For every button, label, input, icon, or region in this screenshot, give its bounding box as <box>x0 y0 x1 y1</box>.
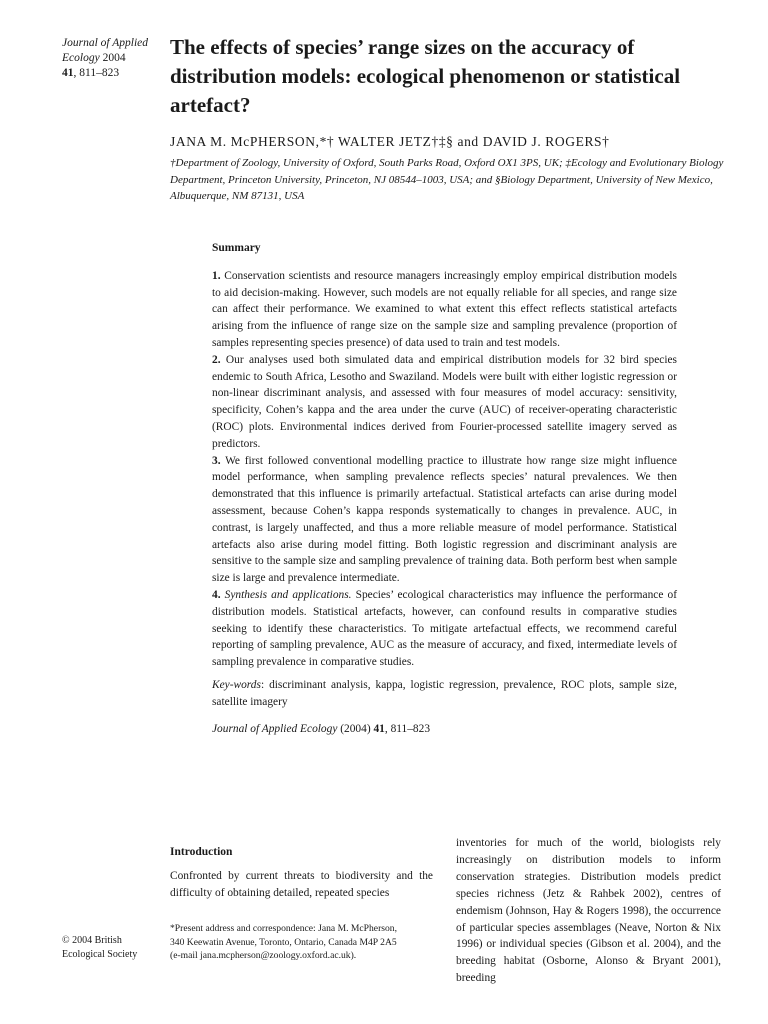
introduction-column-2: inventories for much of the world, biologists rely increasingly on distribution models to inform conservation strategies. Distribution models predict species richness (Jetz & Rahbek 2002), centres of endemism (Johnson, Hay & Rogers 1998), the occurrence of particular species assemblages (Neave, Norton & Nix 1996) or individual species (Gibson et al. 2004), and the breeding habitat (Osborne, Alonso & Bryant 2001), breeding <box>456 837 721 985</box>
footnote-line: (e-mail jana.mcpherson@zoology.oxford.ac.uk). <box>170 950 357 961</box>
summary-section <box>212 240 677 737</box>
citation-pages: , 811–823 <box>384 722 431 735</box>
journal-info <box>62 36 162 81</box>
synthesis-label: Synthesis and applications. <box>224 588 352 601</box>
summary-paragraph-2 <box>212 352 677 453</box>
paragraph-text: Our analyses used both simulated data and empirical distribution models for 32 bird species endemic to South Africa, Lesotho and Swaziland. Models were built with either logistic regression or non-linear discriminant analysis, and assessed with four measures of model accuracy: sensitivity, specificity, Cohen’s kappa and the area under the curve (AUC) of receiver-operating characteristic (ROC) plots. Environmental indices derived from Fourier-processed satellite imagery served as predictors. <box>212 353 677 450</box>
keywords-text: : discriminant analysis, kappa, logistic regression, prevalence, ROC plots, sample size, satellite imagery <box>212 678 677 708</box>
citation <box>212 721 677 738</box>
journal-name-line2: Ecology <box>62 52 100 64</box>
paragraph-number: 1. <box>212 269 221 282</box>
citation-year: (2004) <box>340 722 371 735</box>
paragraph-text: Species’ ecological characteristics may influence the performance of distribution models. Statistical artefacts, however, can confound results in comparative studies seeking to identify these characteristics. To mitigate artefactual effects, we recommend careful reporting of sampling prevalence, AUC as the measure of accuracy, and fixed, intermediate levels of sampling prevalence in comparative studies. <box>212 588 677 669</box>
journal-year: 2004 <box>102 52 126 64</box>
journal-name-line1: Journal of Applied <box>62 37 149 49</box>
paragraph-text: We first followed conventional modelling practice to illustrate how range size might influence model performance, when sampling prevalence reflects species’ natural prevalences. We then demonstrated that this influence is primarily artefactual. Statistical artefacts can arise during model assessment, because Cohen’s kappa responds systematically to changes in prevalence. AUC, in contrast, is largely unaffected, and thus a more reliable measure of model performance. Statistical artefacts also arise during model fitting. Both logistic regression and discriminant analysis are sensitive to the sample size and sampling prevalence of training data. Both perform best when sample size is large and prevalence intermediate. <box>212 454 677 585</box>
summary-paragraph-3 <box>212 453 677 587</box>
summary-paragraph-4 <box>212 587 677 671</box>
copyright-line: © 2004 British <box>62 935 122 946</box>
paragraph-number: 4. <box>212 588 221 601</box>
journal-volume: 41 <box>62 67 74 79</box>
correspondence-footnote <box>170 922 438 963</box>
citation-volume: 41 <box>373 722 385 735</box>
affiliations: †Department of Zoology, University of Oxford, South Parks Road, Oxford OX1 3PS, UK; ‡Ecology and Evolutionary Biology Department, Princeton University, Princeton, NJ 08544–1003, USA; and §Biology Department, University of New Mexico, Albuquerque, NM 87131, USA <box>170 157 724 202</box>
author-list: JANA M. McPHERSON,*† WALTER JETZ†‡§ and DAVID J. ROGERS† <box>170 134 610 149</box>
journal-pages: , 811–823 <box>73 67 120 79</box>
paragraph-number: 3. <box>212 454 221 467</box>
keywords-label: Key-words <box>212 678 261 691</box>
copyright <box>62 934 162 962</box>
footnote-line: 340 Keewatin Avenue, Toronto, Ontario, Canada M4P 2A5 <box>170 936 397 948</box>
summary-paragraph-1 <box>212 268 677 352</box>
copyright-line: Ecological Society <box>62 949 138 960</box>
introduction-column-1: Confronted by current threats to biodiversity and the difficulty of obtaining detailed, repeated species <box>170 870 433 899</box>
summary-heading: Summary <box>212 242 261 254</box>
article-title: The effects of species’ range sizes on the accuracy of distribution models: ecological phenomenon or statistical artefact? <box>170 35 681 117</box>
paragraph-number: 2. <box>212 353 221 366</box>
keywords <box>212 677 677 711</box>
introduction-heading: Introduction <box>170 846 233 858</box>
footnote-line: *Present address and correspondence: Jana M. McPherson, <box>170 923 397 934</box>
citation-journal: Journal of Applied Ecology <box>212 722 338 735</box>
paragraph-text: Conservation scientists and resource managers increasingly employ empirical distribution models to aid decision-making. However, such models are not equally reliable for all species, and range size can affect their performance. We examined to what extent this effect reflects statistical artefacts arising from the influence of range size on the sample size and sampling prevalence (proportion of samples representing species presence) of data used to train and test models. <box>212 269 677 349</box>
